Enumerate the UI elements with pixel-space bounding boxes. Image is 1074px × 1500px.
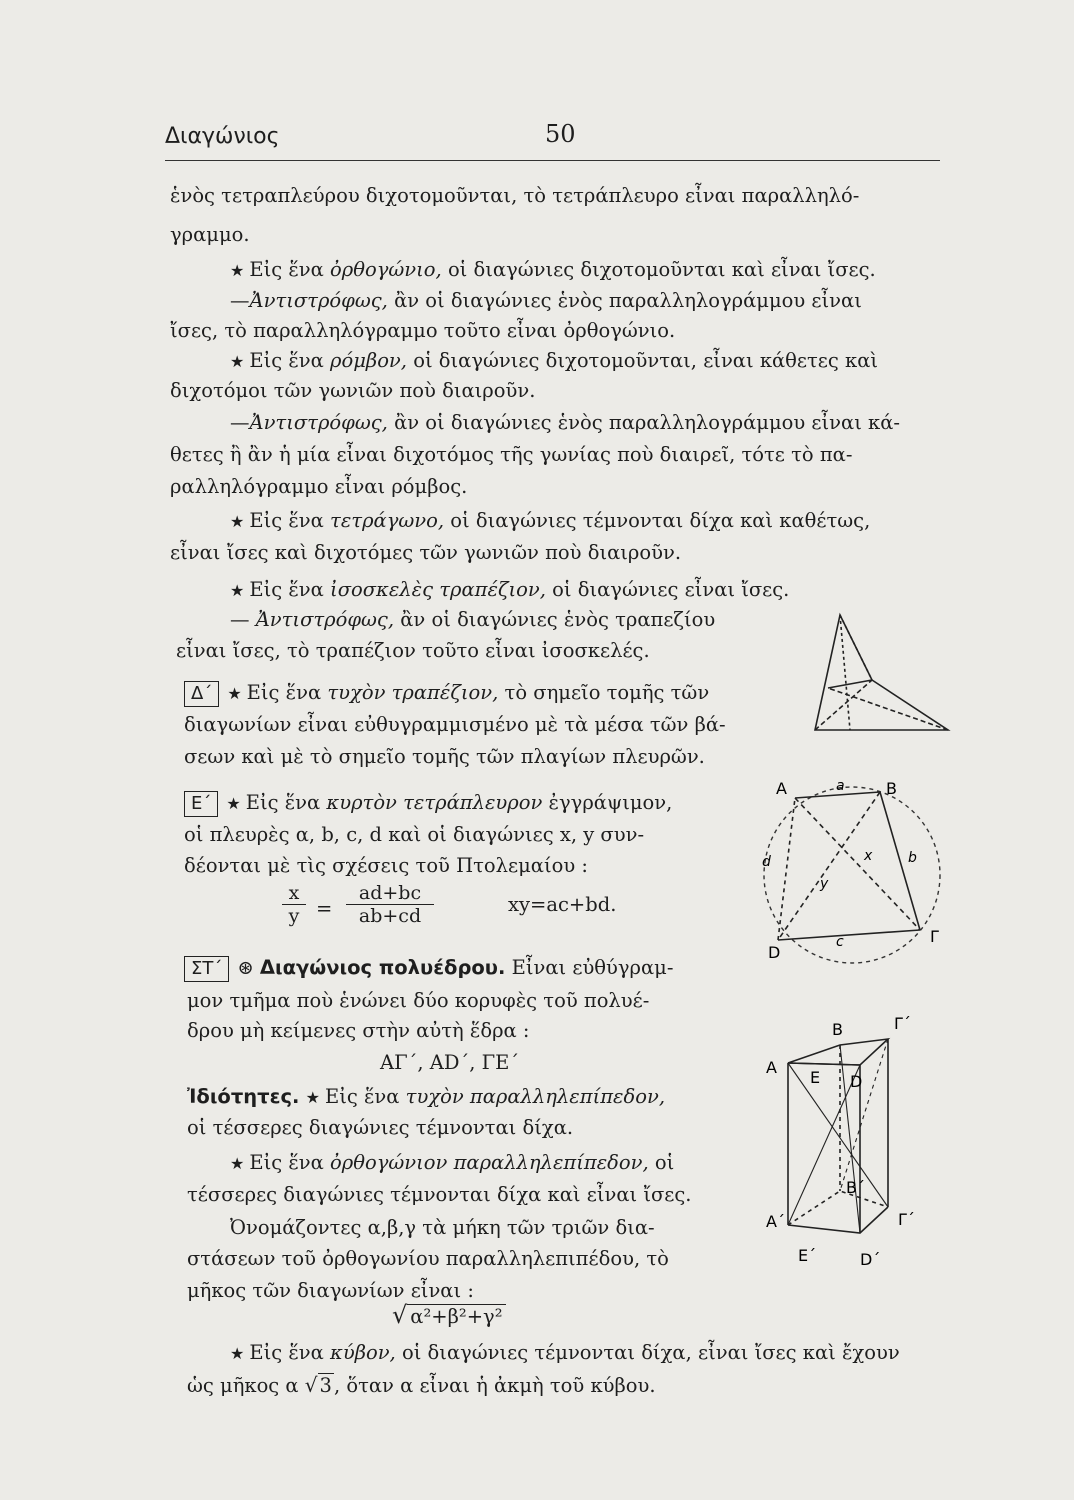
text-line: θετες ἢ ἂν ἡ μία εἶναι διχοτόμος τῆς γωνίας ποὺ διαιρεῖ, τότε τὸ πα- xyxy=(170,443,853,466)
text-line: ★ Εἰς ἕνα ρόμβον, οἱ διαγώνιες διχοτομοῦνται, εἶναι κάθετες καὶ xyxy=(230,349,879,372)
section-box-st: ΣΤ΄ xyxy=(184,956,229,982)
label-a-prime: A΄ xyxy=(766,1212,785,1231)
formula-diagonal: √ α²+β²+γ² xyxy=(392,1302,506,1330)
text-line: Ε΄ ★ Εἰς ἕνα κυρτὸν τετράπλευρον ἐγγράψιμον, xyxy=(184,790,672,817)
label-side-b: b xyxy=(908,850,917,866)
trapezoid-figure xyxy=(810,610,960,750)
text-line: ΑΓ΄, ΑD΄, ΓΕ΄ xyxy=(380,1051,520,1074)
text-line: ★ Εἰς ἕνα ὀρθογώνιον παραλληλεπίπεδον, οἱ xyxy=(230,1151,675,1174)
label-y: y xyxy=(820,876,829,892)
label-d: D xyxy=(768,943,781,962)
text-line: οἱ πλευρὲς α, b, c, d καὶ οἱ διαγώνιες x, y συν- xyxy=(184,823,645,846)
label-side-d: d xyxy=(762,854,771,870)
text-line: ραλληλόγραμμο εἶναι ρόμβος. xyxy=(170,475,468,498)
text-line: γραμμο. xyxy=(170,223,250,246)
label-d-prime: D΄ xyxy=(860,1250,881,1269)
star-icon: ★ xyxy=(230,1344,245,1363)
label-e-prime: E΄ xyxy=(798,1246,817,1265)
sigma-icon: ⊛ xyxy=(237,956,254,979)
formula-x-over-y: $\frac{x}{y}$ xyxy=(282,882,306,927)
cyclic-quadrilateral-figure xyxy=(740,770,950,970)
formula-xy: xy=ac+bd. xyxy=(508,893,617,916)
text-line: μῆκος τῶν διαγωνίων εἶναι : xyxy=(187,1279,474,1302)
text-line: δρου μὴ κείμενες στὴν αὐτὴ ἕδρα : xyxy=(187,1019,530,1042)
star-icon: ★ xyxy=(227,684,242,703)
text-line: —Ἀντιστρόφως, ἂν οἱ διαγώνιες ἑνὸς παραλληλογράμμου εἶναι κά- xyxy=(230,411,900,434)
text-line: ἴσες, τὸ παραλληλόγραμμο τοῦτο εἶναι ὀρθογώνιο. xyxy=(170,319,676,342)
label-gamma-prime-top: Γ΄ xyxy=(894,1015,911,1033)
text-line: ★ Εἰς ἕνα κύβον, οἱ διαγώνιες τέμνονται δίχα, εἶναι ἴσες καὶ ἔχουν xyxy=(230,1341,900,1364)
star-icon: ★ xyxy=(230,261,245,280)
label-side-a: a xyxy=(836,778,845,794)
text-line: —Ἀντιστρόφως, ἂν οἱ διαγώνιες ἑνὸς παραλληλογράμμου εἶναι xyxy=(230,289,862,312)
label-b: B xyxy=(832,1020,843,1039)
text-line: σεων καὶ μὲ τὸ σημεῖο τομῆς τῶν πλαγίων πλευρῶν. xyxy=(184,745,705,768)
text-line: ΣΤ΄ ⊛ Διαγώνιος πολυέδρου. Εἶναι εὐθύγραμ- xyxy=(184,955,673,982)
label-side-c: c xyxy=(836,934,844,950)
label-x: x xyxy=(864,848,873,864)
text-line: Ἰδιότητες. ★ Εἰς ἕνα τυχὸν παραλληλεπίπεδον, xyxy=(187,1085,666,1108)
star-icon: ★ xyxy=(230,581,245,600)
star-icon: ★ xyxy=(226,794,241,813)
label-b: B xyxy=(886,779,897,798)
text-line: εἶναι ἴσες, τὸ τραπέζιον τοῦτο εἶναι ἰσοσκελές. xyxy=(176,639,650,662)
section-box-e: Ε΄ xyxy=(184,791,218,817)
text-line: Δ΄ ★ Εἰς ἕνα τυχὸν τραπέζιον, τὸ σημεῖο τομῆς τῶν xyxy=(184,680,709,707)
header-title: Διαγώνιος xyxy=(165,124,280,149)
label-d: D xyxy=(850,1072,863,1091)
formula-equals: = xyxy=(316,897,333,920)
text-line: ὡς μῆκος α √ 3 , ὅταν α εἶναι ἡ ἀκμὴ τοῦ κύβου. xyxy=(187,1373,656,1397)
text-line: ★ Εἰς ἕνα ὀρθογώνιο, οἱ διαγώνιες διχοτομοῦνται καὶ εἶναι ἴσες. xyxy=(230,258,876,281)
star-icon: ★ xyxy=(230,352,245,371)
label-gamma-prime: Γ΄ xyxy=(898,1210,915,1229)
page-header xyxy=(165,118,940,161)
text-line: διχοτόμοι τῶν γωνιῶν ποὺ διαιροῦν. xyxy=(170,379,536,402)
star-icon: ★ xyxy=(305,1088,320,1107)
text-line: ★ Εἰς ἕνα ἰσοσκελὲς τραπέζιον, οἱ διαγώνιες εἶναι ἴσες. xyxy=(230,578,790,601)
text-line: στάσεων τοῦ ὀρθογωνίου παραλληλεπιπέδου, τὸ xyxy=(187,1247,669,1270)
text-line: διαγωνίων εἶναι εὐθυγραμμισμένο μὲ τὰ μέσα τῶν βά- xyxy=(184,713,726,736)
text-line: Ὀνομάζοντες α,β,γ τὰ μήκη τῶν τριῶν δια- xyxy=(230,1216,655,1239)
text-line: ★ Εἰς ἕνα τετράγωνο, οἱ διαγώνιες τέμνονται δίχα καὶ καθέτως, xyxy=(230,509,871,532)
section-box-d: Δ΄ xyxy=(184,681,219,707)
star-icon: ★ xyxy=(230,512,245,531)
text-line: ἑνὸς τετραπλεύρου διχοτομοῦνται, τὸ τετράπλευρο εἶναι παραλληλό- xyxy=(170,184,860,207)
text-line: εἶναι ἴσες καὶ διχοτόμες τῶν γωνιῶν ποὺ διαιροῦν. xyxy=(170,541,682,564)
label-b-prime: B΄ xyxy=(846,1178,865,1197)
text-line: οἱ τέσσερες διαγώνιες τέμνονται δίχα. xyxy=(187,1116,574,1139)
text-line: τέσσερες διαγώνιες τέμνονται δίχα καὶ εἶναι ἴσες. xyxy=(187,1183,692,1206)
label-e: E xyxy=(810,1068,821,1087)
text-line: μον τμῆμα ποὺ ἑνώνει δύο κορυφὲς τοῦ πολυέ- xyxy=(187,989,650,1012)
page-number: 50 xyxy=(545,120,576,148)
star-icon: ★ xyxy=(230,1154,245,1173)
label-gamma: Γ xyxy=(930,927,939,946)
text-line: — Ἀντιστρόφως, ἂν οἱ διαγώνιες ἑνὸς τραπεζίου xyxy=(230,608,716,631)
text-line: δέονται μὲ τὶς σχέσεις τοῦ Πτολεμαίου : xyxy=(184,854,588,877)
label-a: A xyxy=(776,779,787,798)
prism-figure xyxy=(760,1015,940,1280)
label-a: A xyxy=(766,1058,777,1077)
formula-ratio: $\frac{ad+bc}{ab+cd}$ xyxy=(346,882,434,927)
